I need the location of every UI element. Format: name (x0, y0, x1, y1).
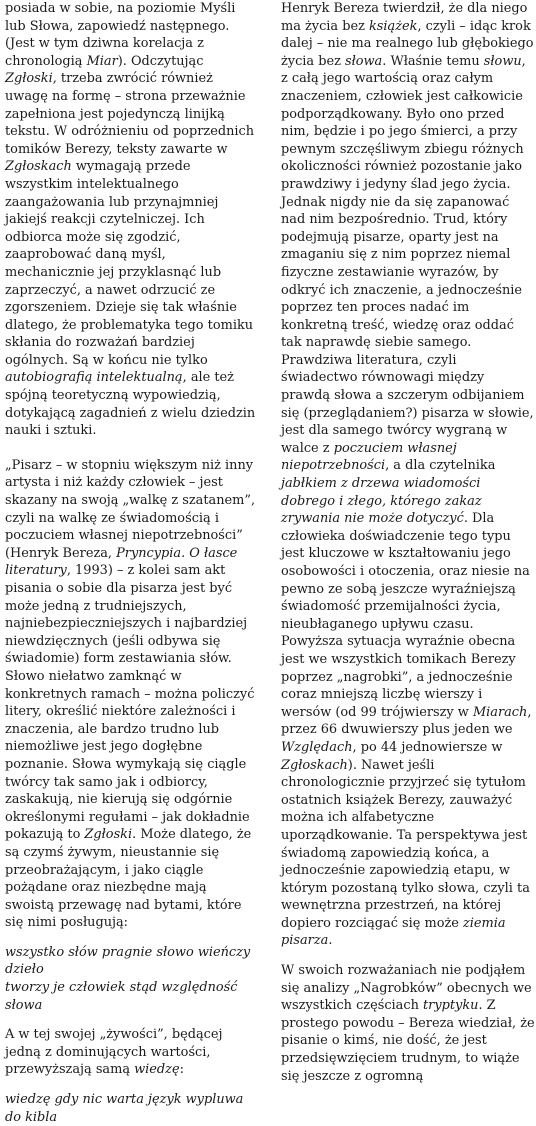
paragraph: W swoich rozważaniach nie podjąłem się analizy „Nagrobków” obecnych we wszystkich częściach tryptyku. Z prostego powodu – Bereza wiedział, że pisanie o kimś, nie dość, że jest przedsięwzięciem trudnym, to wiąże się jeszcze z ogromną (281, 963, 535, 1084)
paragraph: Henryk Bereza twierdził, że dla niego ma życia bez książek, czyli – idąc krok dalej – nie ma realnego lub głębokiego życia bez słowa. Właśnie temu słowu, z całą jego wartością oraz całym znaczeniem, człowiek jest całkowicie podporządkowany. Było ono przed nim, będzie i po jego śmierci, a przy pewnym szczęśliwym zbiegu różnych okoliczności również pozostanie jako prawdziwy i jedyny ślad jego życia. Jednak nigdy nie da się zapanować nad nim bezpośrednio. Trud, który podejmują pisarze, oparty jest na zmaganiu się z nim poprzez niemal fizyczne zestawianie wyrazów, by odkryć ich znaczenie, a jednocześnie poprzez ten proces nadać im konkretną treść, wiedzę oraz oddać tak naprawdę siebie samego. Prawdziwa literatura, czyli świadectwo równowagi między prawdą słowa a szczerym odbijaniem się (przeglądaniem?) pisarza w słowie, jest dla samego twórcy wygraną w walce z poczuciem własnej niepotrzebności, a dla czytelnika jabłkiem z drzewa wiadomości dobrego i złego, którego zakaz zrywania nie może dotyczyć. Dla człowieka doświadczenie tego typu jest kluczowe w kształtowaniu jego osobowości i otoczenia, oraz niesie na pewno ze sobą jeszcze wyraźniejszą świadomość przemijalności życia, nieubłaganego upływu czasu. (281, 1, 534, 632)
verse-quote: wiedzę gdy nic warta język wypluwa do kibla (5, 1092, 244, 1125)
paragraph: „Pisarz – w stopniu większym niż inny artysta i niż każdy człowiek – jest skazany na swoją „walkę z szatanem”, czyli na walkę ze świadomością i poczuciem własnej niepotrzebności” (Henryk Bereza, Pryncypia. O łasce literatury, 1993) – z kolei sam akt pisania o sobie dla pisarza jest być może jedną z trudniejszych, najniebezpieczniejszych i najbardziej niewdzięcznych (jeśli odbywa się świadomie) form zestawiania słów. Słowo niełatwo zamknąć w konkretnych ramach – można policzyć litery, określić niektóre zależności i znaczenia, ale bardzo trudno lub niemożliwe jest jego dogłębne poznanie. Słowa wymykają się ciągle twórcy tak samo jak i odbiorcy, zaskakują, nie kierują się odgórnie określonymi regułami – jak dokładnie pokazują to Zgłoski. Może dlatego, że są czymś żywym, nieustannie się przeobrażającym, i jako ciągle pożądane oraz niezbędne mają swoistą przewagę nad bytami, które się nimi posługują: (5, 457, 256, 931)
paragraph: A w tej swojej „żywości”, będącej jedną z dominujących wartości, przewyższają samą wiedzę: (5, 1027, 223, 1078)
paragraph: posiada w sobie, na poziomie Myśli lub Słowa, zapowiedź następnego. (Jest w tym dziwna korelacja z chronologią Miar). Odczytując Zgłoski, trzeba zwrócić również uwagę na formę – strona przeważnie zapełniona jest pojedynczą linijką tekstu. W odróżnieniu od poprzednich tomików Berezy, teksty zawarte w Zgłoskach wymagają przede wszystkim intelektualnego zaangażowania lub przynajmniej jakiejś reakcji czytelniczej. Ich odbiorca może się zgodzić, zaaprobować daną myśl, mechanicznie jej przyklasnąć lub zaprzeczyć, a nawet odrzucić ze zgorszeniem. Dzieje się tak właśnie dlatego, że problematyka tego tomiku skłania do rozważań bardziej ogólnych. Są w końcu nie tylko autobiografią intelektualną, ale też spójną teoretyczną wypowiedzią, dotykającą zagadnień z wielu dziedzin nauki i sztuki. (5, 1, 256, 439)
verse-quote: wszystko słów pragnie słowo wieńczy dzieło tworzy je człowiek stąd względność słowa (5, 944, 251, 1013)
paragraph: Powyższa sytuacja wyraźnie obecna jest we wszystkich tomikach Berezy poprzez „nagrobki”, a jednocześnie coraz mniejszą liczbę wierszy i wersów (od 99 trójwierszy w Miarach, przez 66 dwuwierszy plus jeden we Względach, po 44 jednowiersze w Zgłoskach). Nawet jeśli chronologicznie przyjrzeć się tytułom ostatnich książek Berezy, zauważyć można ich alfabetyczne uporządkowanie. Ta perspektywa jest świadomą zapowiedzią końca, a jednocześnie zapowiedzią etapu, w którym pozostaną tylko słowa, czyli ta wewnętrzna przestrzeń, na której dopiero rozciągać się może ziemia pisarza. (281, 634, 532, 949)
left-column (5, 0, 259, 1126)
right-column (281, 0, 535, 1085)
